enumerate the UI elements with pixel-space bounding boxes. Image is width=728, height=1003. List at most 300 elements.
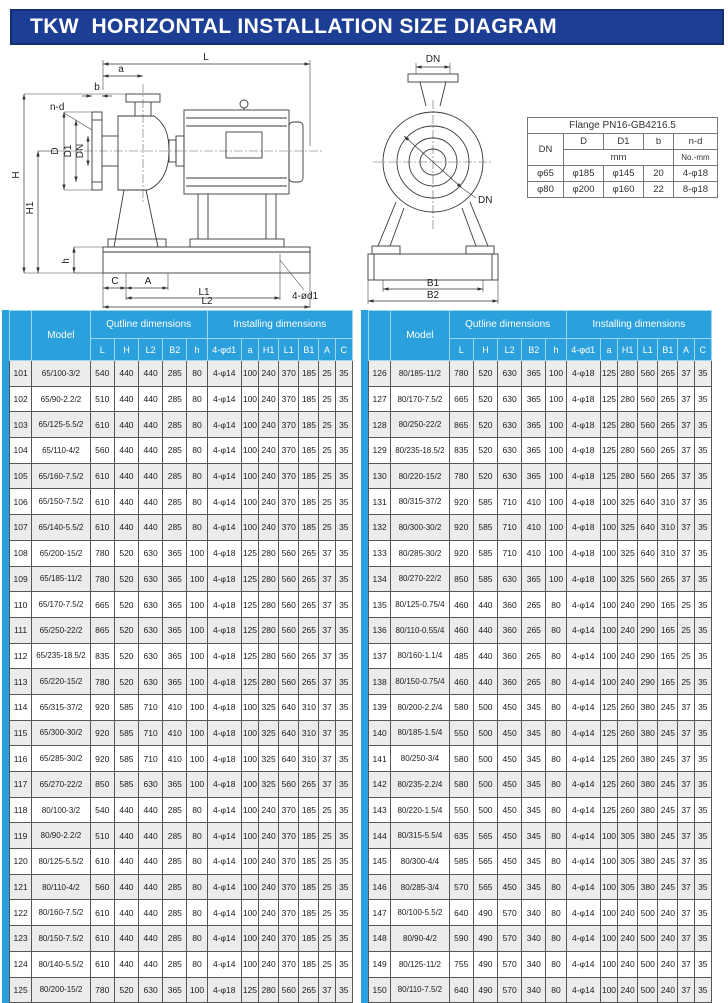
dimension-cell: 500 (638, 900, 658, 926)
row-number-cell: 106 (10, 489, 32, 515)
dimension-cell: 4-φ18 (207, 617, 241, 643)
row-number-cell: 111 (10, 617, 32, 643)
dimension-cell: 35 (335, 463, 352, 489)
dimension-cell: 520 (114, 566, 138, 592)
dimension-cell: 240 (259, 489, 279, 515)
dimension-cell: 285 (163, 438, 187, 464)
dimension-cell: 520 (114, 617, 138, 643)
dimension-cell: 165 (658, 669, 678, 695)
dimension-cell: 265 (522, 592, 546, 618)
table-row (10, 463, 353, 489)
dimension-cell: 280 (259, 669, 279, 695)
flange-unit-nd: No.-mm (674, 150, 718, 166)
dimension-cell: 610 (90, 412, 114, 438)
pump-front-view-drawing (338, 50, 530, 306)
dimension-cell: 370 (279, 515, 299, 541)
dimension-cell: 4-φ18 (566, 566, 600, 592)
dimension-cell: 380 (638, 772, 658, 798)
dimension-cell: 260 (618, 772, 638, 798)
dimension-cell: 560 (638, 361, 658, 387)
dimension-cell: 35 (335, 386, 352, 412)
dimension-cell: 185 (299, 463, 319, 489)
dimension-cell: 640 (279, 720, 299, 746)
dimension-cell: 285 (163, 515, 187, 541)
dimension-cell: 345 (522, 874, 546, 900)
row-number-cell: 142 (369, 772, 391, 798)
flange-cell: φ200 (564, 182, 604, 198)
dimension-cell: 500 (473, 772, 497, 798)
dimension-cell: 285 (163, 849, 187, 875)
dimension-cell: 560 (638, 412, 658, 438)
dimension-cell: 185 (299, 951, 319, 977)
dimension-cell: 850 (449, 566, 473, 592)
dimension-cell: 580 (449, 694, 473, 720)
dimension-cell: 125 (241, 669, 258, 695)
dimension-cell: 585 (114, 772, 138, 798)
dimension-cell: 25 (319, 926, 335, 952)
dimension-cell: 37 (678, 849, 694, 875)
table-row (10, 694, 353, 720)
table-row (10, 977, 353, 1003)
dimension-cell: 440 (139, 823, 163, 849)
dimension-cell: 440 (114, 900, 138, 926)
dimension-cell: 410 (522, 540, 546, 566)
dim-b: b (94, 82, 100, 93)
model-header: Model (32, 311, 90, 361)
dimension-cell: 440 (114, 489, 138, 515)
dimension-cell: 665 (449, 386, 473, 412)
outline-group-header: Qutline dimensions (449, 311, 566, 339)
dimension-cell: 35 (694, 849, 711, 875)
row-number-cell: 125 (10, 977, 32, 1003)
model-cell: 65/285-30/2 (32, 746, 90, 772)
dimension-cell: 240 (259, 823, 279, 849)
dimension-cell: 4-φ14 (566, 746, 600, 772)
dimension-cell: 35 (694, 361, 711, 387)
dimension-cell: 100 (241, 438, 258, 464)
model-cell: 80/160-1.1/4 (391, 643, 449, 669)
dimension-cell: 265 (299, 592, 319, 618)
dimension-cell: 35 (694, 566, 711, 592)
dimension-cell: 37 (319, 643, 335, 669)
dimension-cell: 35 (694, 720, 711, 746)
table-row (10, 540, 353, 566)
dimension-cell: 325 (259, 694, 279, 720)
dimension-cell: 35 (335, 592, 352, 618)
dimension-cell: 500 (638, 926, 658, 952)
dim-H: H (11, 171, 22, 179)
table-right-half (361, 310, 712, 1003)
dimension-cell: 4-φ14 (207, 797, 241, 823)
dimension-cell: 245 (658, 772, 678, 798)
dimension-cell: 565 (473, 823, 497, 849)
dimension-cell: 35 (694, 900, 711, 926)
dimension-cell: 35 (335, 951, 352, 977)
dimension-cell: 365 (163, 669, 187, 695)
dimension-cell: 35 (694, 823, 711, 849)
dimension-cell: 240 (658, 951, 678, 977)
dimension-cell: 25 (678, 592, 694, 618)
dimension-cell: 920 (90, 746, 114, 772)
dimension-cell: 865 (449, 412, 473, 438)
dim-foot-holes: 4-ød1 (292, 291, 319, 302)
dimension-cell: 4-φ14 (566, 772, 600, 798)
dimension-cell: 37 (678, 515, 694, 541)
dimension-cell: 25 (319, 412, 335, 438)
model-cell: 80/285-30/2 (391, 540, 449, 566)
dimension-cell: 185 (299, 823, 319, 849)
dimension-cell: 665 (90, 592, 114, 618)
dimension-cell: 125 (600, 772, 617, 798)
dimension-cell: 920 (90, 694, 114, 720)
dimension-cell: 500 (473, 720, 497, 746)
dimension-cell: 345 (522, 823, 546, 849)
dim-n-d: n-d (50, 102, 65, 113)
dimension-cell: 100 (241, 926, 258, 952)
col-a: a (241, 339, 258, 361)
dimension-cell: 240 (259, 926, 279, 952)
dimension-cell: 260 (618, 746, 638, 772)
dimension-cell: 25 (319, 489, 335, 515)
dimension-cell: 4-φ18 (207, 669, 241, 695)
dimension-cell: 630 (139, 617, 163, 643)
dimension-cell: 450 (498, 823, 522, 849)
dimension-cell: 35 (694, 386, 711, 412)
dimension-cell: 25 (319, 874, 335, 900)
dimension-cell: 265 (522, 617, 546, 643)
table-row (10, 797, 353, 823)
dimension-cell: 37 (678, 540, 694, 566)
dimension-cell: 25 (678, 669, 694, 695)
dimension-cell: 25 (319, 463, 335, 489)
dimension-cell: 35 (694, 643, 711, 669)
pump-side-view-drawing (8, 50, 340, 310)
col-H: H (114, 339, 138, 361)
dimension-cell: 630 (139, 540, 163, 566)
model-cell: 80/100-5.5/2 (391, 900, 449, 926)
dimension-cell: 640 (638, 540, 658, 566)
flange-table-title: Flange PN16-GB4216.5 (528, 118, 718, 134)
dimension-cell: 920 (449, 540, 473, 566)
dimension-cell: 285 (163, 951, 187, 977)
dimension-cell: 630 (498, 386, 522, 412)
model-cell: 80/185-1.5/4 (391, 720, 449, 746)
dimension-cell: 920 (449, 489, 473, 515)
dimension-cell: 325 (618, 489, 638, 515)
flange-cell: φ160 (604, 182, 644, 198)
row-number-cell: 121 (10, 874, 32, 900)
row-number-cell: 135 (369, 592, 391, 618)
dimension-cell: 185 (299, 412, 319, 438)
dimension-cell: 4-φ18 (566, 438, 600, 464)
table-row (369, 540, 712, 566)
dimension-cell: 245 (658, 823, 678, 849)
dimension-cell: 185 (299, 361, 319, 387)
dimension-cell: 450 (498, 772, 522, 798)
dimension-cell: 35 (335, 643, 352, 669)
table-row (369, 849, 712, 875)
dim-D1: D1 (63, 144, 74, 158)
dimension-cell: 265 (658, 386, 678, 412)
dimension-cell: 80 (187, 823, 207, 849)
dimension-cell: 630 (498, 566, 522, 592)
dimension-cell: 560 (279, 617, 299, 643)
dimension-cell: 585 (114, 720, 138, 746)
dimension-cell: 80 (187, 515, 207, 541)
dimension-cell: 780 (449, 361, 473, 387)
dimension-cell: 265 (299, 772, 319, 798)
dimension-cell: 4-φ14 (207, 849, 241, 875)
dimension-cell: 285 (163, 361, 187, 387)
dimension-cell: 4-φ14 (566, 874, 600, 900)
dimension-cell: 100 (546, 566, 566, 592)
dimension-cell: 630 (139, 772, 163, 798)
dimension-cell: 290 (638, 669, 658, 695)
dimension-cell: 240 (259, 438, 279, 464)
table-row (10, 926, 353, 952)
col-h: h (546, 339, 566, 361)
model-cell: 65/220-15/2 (32, 669, 90, 695)
flange-cell: 20 (644, 166, 674, 182)
dimension-cell: 440 (114, 951, 138, 977)
dimension-cell: 380 (638, 746, 658, 772)
dimension-cell: 265 (299, 617, 319, 643)
dimension-cell: 560 (279, 592, 299, 618)
dimension-cell: 80 (187, 386, 207, 412)
dimension-cell: 240 (259, 874, 279, 900)
table-row (10, 746, 353, 772)
dimension-cell: 35 (694, 438, 711, 464)
dimension-cell: 440 (139, 412, 163, 438)
dimension-cell: 285 (163, 386, 187, 412)
dimension-cell: 380 (638, 797, 658, 823)
dimension-cell: 4-φ14 (207, 438, 241, 464)
flange-cell: φ185 (564, 166, 604, 182)
dimension-cell: 710 (139, 746, 163, 772)
dimension-cell: 35 (694, 540, 711, 566)
model-cell: 80/315-37/2 (391, 489, 449, 515)
dimension-cell: 100 (187, 669, 207, 695)
dimension-cell: 340 (522, 900, 546, 926)
dimension-cell: 240 (618, 900, 638, 926)
dimension-cell: 570 (498, 951, 522, 977)
dimension-cell: 80 (546, 926, 566, 952)
flange-col-d: D (564, 134, 604, 150)
col-d1: 4-φd1 (207, 339, 241, 361)
row-number-cell: 105 (10, 463, 32, 489)
dimension-cell: 37 (319, 617, 335, 643)
dimension-cell: 450 (498, 797, 522, 823)
table-row (10, 951, 353, 977)
dimension-cell: 500 (638, 977, 658, 1003)
row-number-cell: 107 (10, 515, 32, 541)
dimension-cell: 360 (498, 592, 522, 618)
dimension-cell: 4-φ14 (566, 823, 600, 849)
dimension-cell: 630 (498, 412, 522, 438)
dimension-cell: 35 (694, 463, 711, 489)
dimension-cell: 240 (618, 592, 638, 618)
dim-C: C (111, 276, 119, 287)
flange-row (528, 182, 718, 198)
dimension-cell: 4-φ18 (566, 386, 600, 412)
dimension-cell: 125 (600, 361, 617, 387)
model-cell: 65/270-22/2 (32, 772, 90, 798)
row-number-cell: 138 (369, 669, 391, 695)
model-cell: 80/315-5.5/4 (391, 823, 449, 849)
row-number-cell: 140 (369, 720, 391, 746)
dimension-cell: 100 (546, 386, 566, 412)
row-number-header (10, 311, 32, 361)
table-row (369, 412, 712, 438)
dimension-cell: 370 (279, 874, 299, 900)
dimension-cell: 365 (522, 463, 546, 489)
dimension-cell: 365 (163, 772, 187, 798)
dimension-cell: 240 (259, 515, 279, 541)
dimension-cell: 265 (658, 438, 678, 464)
dimension-cell: 4-φ18 (566, 412, 600, 438)
dimension-cell: 240 (658, 926, 678, 952)
table-row (369, 489, 712, 515)
dimension-cell: 37 (678, 386, 694, 412)
model-cell: 65/150-7.5/2 (32, 489, 90, 515)
dimension-cell: 610 (90, 849, 114, 875)
dimension-cell: 630 (139, 566, 163, 592)
model-cell: 80/125-0.75/4 (391, 592, 449, 618)
dimension-cell: 245 (658, 746, 678, 772)
dimension-cell: 630 (139, 977, 163, 1003)
dimension-cell: 80 (187, 438, 207, 464)
dimension-cell: 640 (449, 900, 473, 926)
dimension-cell: 490 (473, 977, 497, 1003)
dimension-cell: 80 (546, 797, 566, 823)
dimension-cell: 37 (678, 823, 694, 849)
dimension-cell: 35 (694, 617, 711, 643)
dimension-cell: 100 (600, 874, 617, 900)
dimension-cell: 560 (279, 669, 299, 695)
dimension-cell: 80 (546, 977, 566, 1003)
dimension-cell: 35 (694, 669, 711, 695)
dimension-cell: 37 (678, 720, 694, 746)
dimension-cell: 100 (187, 617, 207, 643)
dimension-cell: 37 (678, 746, 694, 772)
table-row (369, 772, 712, 798)
dimension-cell: 310 (658, 515, 678, 541)
dimension-cell: 35 (694, 412, 711, 438)
dimension-cell: 4-φ14 (566, 720, 600, 746)
dimension-cell: 365 (522, 566, 546, 592)
dimension-cell: 80 (187, 874, 207, 900)
dimension-cell: 610 (90, 515, 114, 541)
dimension-cell: 265 (658, 463, 678, 489)
dimension-cell: 4-φ18 (207, 720, 241, 746)
row-number-cell: 114 (10, 694, 32, 720)
pump-outline (92, 94, 310, 273)
dimension-cell: 100 (241, 489, 258, 515)
dimension-cell: 35 (335, 977, 352, 1003)
dimension-cell: 360 (498, 617, 522, 643)
dimension-cell: 100 (600, 540, 617, 566)
dimension-cell: 540 (90, 797, 114, 823)
dimension-cell: 125 (241, 977, 258, 1003)
row-number-cell: 109 (10, 566, 32, 592)
dimension-cell: 35 (335, 566, 352, 592)
dimension-cell: 4-φ18 (207, 746, 241, 772)
dimension-cell: 4-φ14 (566, 977, 600, 1003)
dimension-cell: 4-φ14 (566, 926, 600, 952)
dimension-cell: 340 (522, 951, 546, 977)
table-row (369, 669, 712, 695)
dimension-cell: 25 (319, 900, 335, 926)
model-cell: 80/110-4/2 (32, 874, 90, 900)
dimension-cell: 80 (546, 874, 566, 900)
dimension-cell: 240 (259, 797, 279, 823)
dimension-cell: 290 (638, 643, 658, 669)
dimension-cell: 440 (114, 849, 138, 875)
dimension-cell: 450 (498, 746, 522, 772)
dimension-cell: 25 (319, 515, 335, 541)
dimension-cell: 345 (522, 797, 546, 823)
dimension-cell: 37 (319, 977, 335, 1003)
col-B1: B1 (658, 339, 678, 361)
dimension-cell: 35 (335, 694, 352, 720)
dimension-cell: 4-φ14 (566, 797, 600, 823)
col-A: A (678, 339, 694, 361)
table-left-half (2, 310, 353, 1003)
model-cell: 65/90-2.2/2 (32, 386, 90, 412)
col-B1: B1 (299, 339, 319, 361)
dimension-cell: 780 (90, 540, 114, 566)
model-cell: 80/150-0.75/4 (391, 669, 449, 695)
dimension-cell: 4-φ18 (566, 540, 600, 566)
dimension-cell: 240 (259, 412, 279, 438)
dimension-cell: 290 (638, 617, 658, 643)
table-row (10, 412, 353, 438)
dimension-cell: 835 (449, 438, 473, 464)
dimension-cell: 125 (241, 592, 258, 618)
table-row (369, 797, 712, 823)
row-number-cell: 145 (369, 849, 391, 875)
dimension-cell: 4-φ14 (207, 823, 241, 849)
model-cell: 80/220-1.5/4 (391, 797, 449, 823)
dimension-cell: 100 (187, 694, 207, 720)
dimension-cell: 240 (259, 386, 279, 412)
dimension-cell: 245 (658, 694, 678, 720)
dimension-cell: 100 (187, 772, 207, 798)
dimension-cell: 37 (678, 926, 694, 952)
dimension-cell: 35 (335, 489, 352, 515)
flange-unit-mm: mm (564, 150, 674, 166)
dimension-cell: 100 (241, 515, 258, 541)
dimension-cell: 440 (114, 438, 138, 464)
dimension-cell: 37 (319, 720, 335, 746)
dimension-cell: 80 (187, 926, 207, 952)
table-row (369, 361, 712, 387)
dimension-cell: 610 (90, 926, 114, 952)
dimension-cell: 100 (546, 438, 566, 464)
dimension-cell: 185 (299, 874, 319, 900)
dimension-cell: 35 (694, 515, 711, 541)
dimension-cell: 35 (335, 926, 352, 952)
dimension-cell: 80 (546, 720, 566, 746)
model-cell: 65/200-15/2 (32, 540, 90, 566)
dimension-cell: 370 (279, 386, 299, 412)
dimension-cell: 37 (319, 540, 335, 566)
dim-A: A (144, 276, 152, 287)
dimension-cell: 560 (90, 438, 114, 464)
dimension-cell: 310 (299, 694, 319, 720)
dimension-cell: 440 (473, 592, 497, 618)
dimension-cell: 80 (187, 463, 207, 489)
